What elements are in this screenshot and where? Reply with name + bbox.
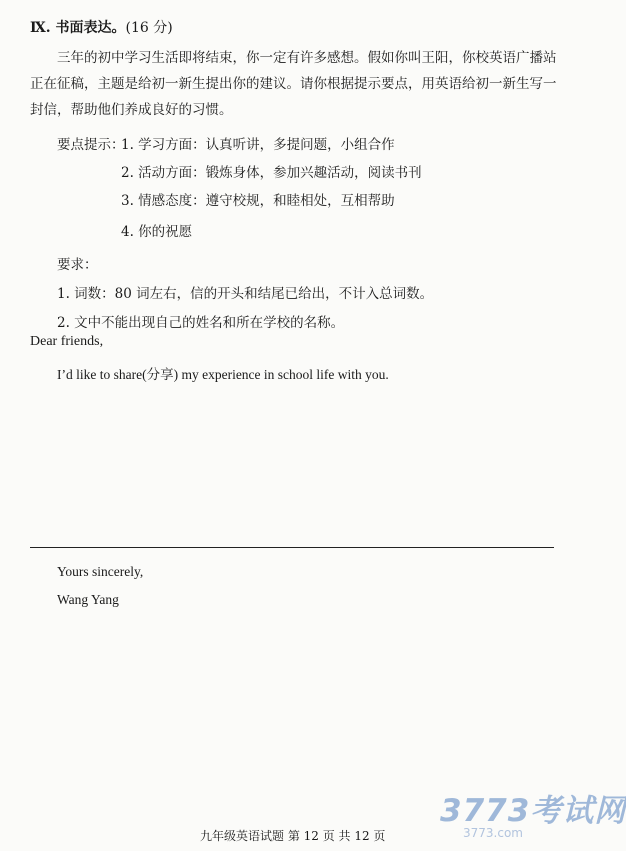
section-title-text: Ⅸ. 书面表达。 [30, 20, 126, 36]
page-footer: 九年级英语试题 第 12 页 共 12 页 [200, 829, 386, 843]
writing-rule [30, 547, 554, 548]
section-points: (16 分) [125, 20, 173, 36]
letter-closing: Yours sincerely, [57, 564, 144, 579]
task-intro [30, 45, 568, 123]
intro-line: 正在征稿，主题是给初一新生提出你的建议。请你根据提示要点，用英语给初一新生写一 [30, 76, 557, 92]
watermark-url: 3773.com [463, 826, 523, 840]
intro-line: 三年的初中学习生活即将结束，你一定有许多感想。假如你叫王阳，你校英语广播站 [57, 50, 557, 66]
tip-item: 2. 活动方面：锻炼身体，参加兴趣活动，阅读书刊 [121, 165, 422, 181]
tip-item: 1. 学习方面：认真听讲，多提问题，小组合作 [121, 137, 395, 153]
letter-salutation: Dear friends, [30, 334, 104, 349]
tip-item: 4. 你的祝愿 [121, 224, 193, 240]
intro-line: 封信，帮助他们养成良好的习惯。 [30, 102, 233, 118]
tip-item: 3. 情感态度：遵守校规，和睦相处，互相帮助 [121, 193, 395, 209]
tips-label: 要点提示： [57, 137, 125, 153]
watermark-logo: 3773考试网 [440, 793, 626, 829]
letter-opening: I’d like to share(分享) my experience in school life with you. [57, 367, 389, 382]
section-title [30, 17, 173, 37]
letter-signer: Wang Yang [57, 592, 119, 607]
requirement-item: 1. 词数：80 词左右，信的开头和结尾已给出，不计入总词数。 [57, 286, 434, 302]
requirements-label: 要求： [57, 257, 98, 273]
requirement-item: 2. 文中不能出现自己的姓名和所在学校的名称。 [57, 315, 345, 331]
